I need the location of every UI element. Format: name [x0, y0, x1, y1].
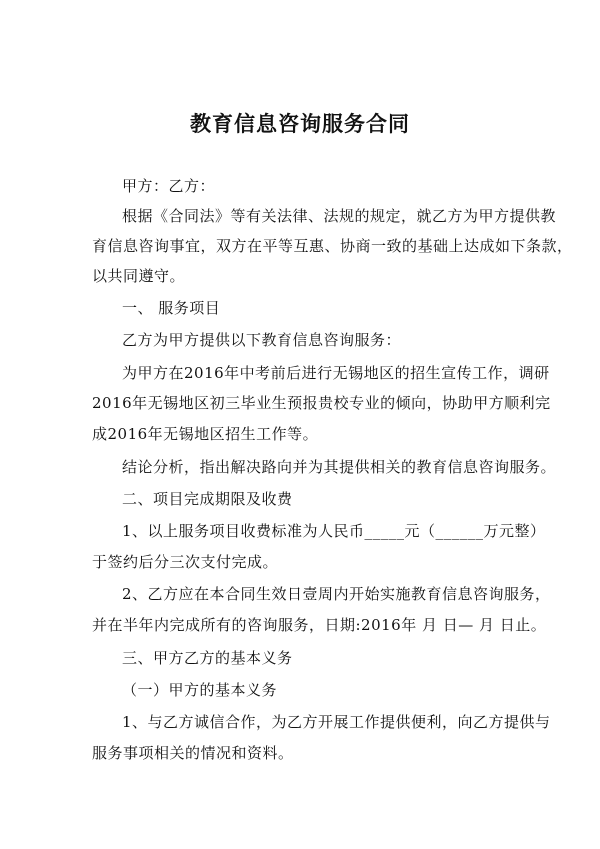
- paragraph-line: 为甲方在2016年中考前后进行无锡地区的招生宣传工作，调研: [122, 364, 550, 382]
- section-heading: 三、甲方乙方的基本义务: [122, 649, 293, 667]
- paragraph-line: 于签约后分三次支付完成。: [92, 553, 279, 571]
- subsection-heading: （一）甲方的基本义务: [122, 681, 278, 699]
- section-heading: 一、 服务项目: [122, 299, 221, 317]
- paragraph-line: 1、以上服务项目收费标准为人民币_____元（______万元整）: [122, 522, 546, 540]
- paragraph-line: 2016年无锡地区初三毕业生预报贵校专业的倾向，协助甲方顺利完: [92, 394, 551, 412]
- paragraph-line: 并在半年内完成所有的咨询服务，日期:2016年 月 日— 月 日止。: [92, 616, 547, 634]
- paragraph-line: 2、乙方应在本合同生效日壹周内开始实施教育信息咨询服务，: [122, 585, 551, 603]
- paragraph-line: 育信息咨询事宜，双方在平等互惠、协商一致的基础上达成如下条款，: [92, 237, 573, 255]
- paragraph-line: 服务事项相关的情况和资料。: [92, 744, 294, 762]
- section-heading: 二、项目完成期限及收费: [122, 490, 293, 508]
- paragraph-line: 乙方为甲方提供以下教育信息咨询服务：: [122, 331, 402, 349]
- document-title: 教育信息咨询服务合同: [190, 111, 410, 136]
- paragraph-line: 根据《合同法》等有关法律、法规的规定，就乙方为甲方提供教: [122, 207, 557, 225]
- paragraph-line: 结论分析，指出解决路向并为其提供相关的教育信息咨询服务。: [122, 458, 557, 476]
- party-line: 甲方：乙方：: [122, 177, 216, 195]
- paragraph-line: 成2016年无锡地区招生工作等。: [92, 425, 319, 443]
- paragraph-line: 以共同遵守。: [92, 267, 186, 285]
- paragraph-line: 1、与乙方诚信合作，为乙方开展工作提供便利，向乙方提供与: [122, 713, 551, 731]
